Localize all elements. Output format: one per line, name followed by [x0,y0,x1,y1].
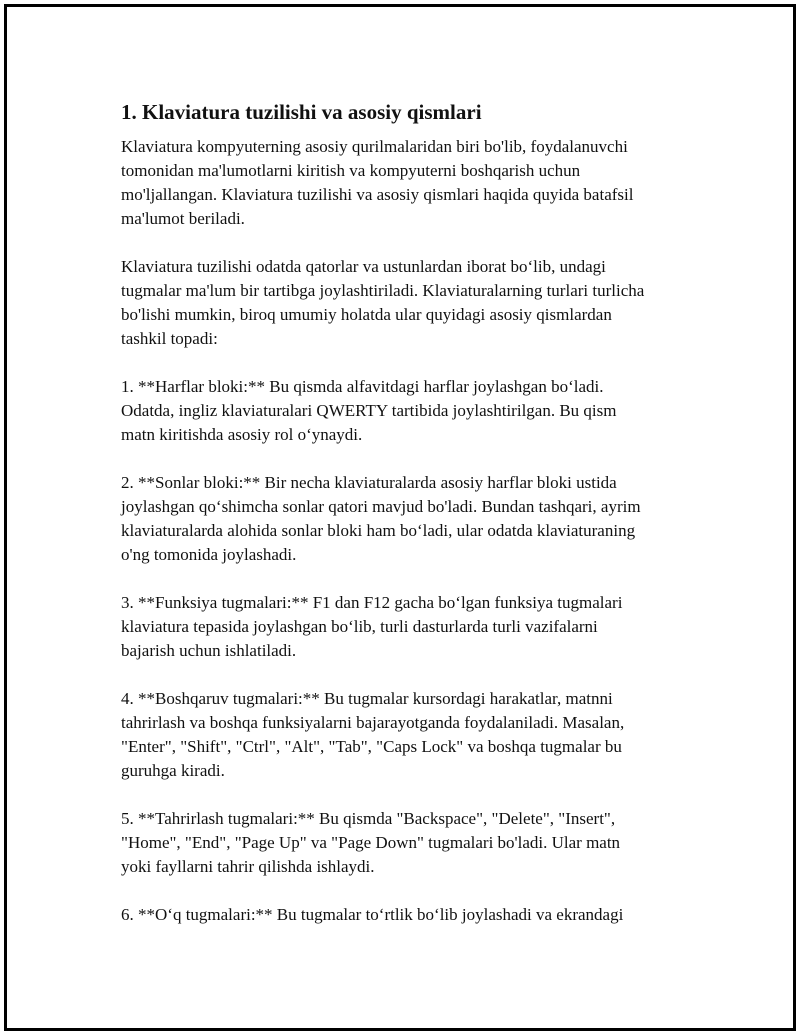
structure-paragraph: Klaviatura tuzilishi odatda qatorlar va ustunlardan iborat bo‘lib, undagi tugmalar ma'lum bir tartibga joylashtiriladi. Klaviaturalarning turlari turlicha bo'lishi mumkin, biroq umumiy holatda ular quyidagi asosiy qismlardan tashkil topadi: [121,257,645,348]
page-frame [4,4,796,1031]
document-body [121,97,701,951]
list-item-arrow-keys: 6. **O‘q tugmalari:** Bu tugmalar to‘rtlik bo‘lib joylashadi va ekrandagi [121,905,624,924]
list-item-editing-keys: 5. **Tahrirlash tugmalari:** Bu qismda "Backspace", "Delete", "Insert", "Home", "End", "Page Up" va "Page Down" tugmalari bo'ladi. Ular matn yoki fayllarni tahrir qilishda ishlaydi. [121,809,621,876]
list-item-function-keys: 3. **Funksiya tugmalari:** F1 dan F12 gacha bo‘lgan funksiya tugmalari klaviatura tepasida joylashgan bo‘lib, turli dasturlarda turli vazifalarni bajarish uchun ishlatiladi. [121,593,623,660]
document-title: 1. Klaviatura tuzilishi va asosiy qismlari [121,100,482,124]
intro-paragraph: Klaviatura kompyuterning asosiy qurilmalaridan biri bo'lib, foydalanuvchi tomonidan ma'lumotlarni kiritish va kompyuterni boshqarish uchun mo'ljallangan. Klaviatura tuzilishi va asosiy qismlari haqida quyida batafsil ma'lumot beriladi. [121,137,634,228]
list-item-numbers-block: 2. **Sonlar bloki:** Bir necha klaviaturalarda asosiy harflar bloki ustida joylashgan qo‘shimcha sonlar qatori mavjud bo'ladi. Bundan tashqari, ayrim klaviaturalarda alohida sonlar bloki ham bo‘ladi, ular odatda klaviaturaning o'ng tomonida joylashadi. [121,473,641,564]
list-item-letters-block: 1. **Harflar bloki:** Bu qismda alfavitdagi harflar joylashgan bo‘ladi. Odatda, ingliz klaviaturalari QWERTY tartibida joylashtirilgan. Bu qism matn kiritishda asosiy rol o‘ynaydi. [121,377,617,444]
list-item-control-keys: 4. **Boshqaruv tugmalari:** Bu tugmalar kursordagi harakatlar, matnni tahrirlash va boshqa funksiyalarni bajarayotganda foydalaniladi. Masalan, "Enter", "Shift", "Ctrl", "Alt", "Tab", "Caps Lock" va boshqa tugmalar bu guruhga kiradi. [121,689,625,780]
